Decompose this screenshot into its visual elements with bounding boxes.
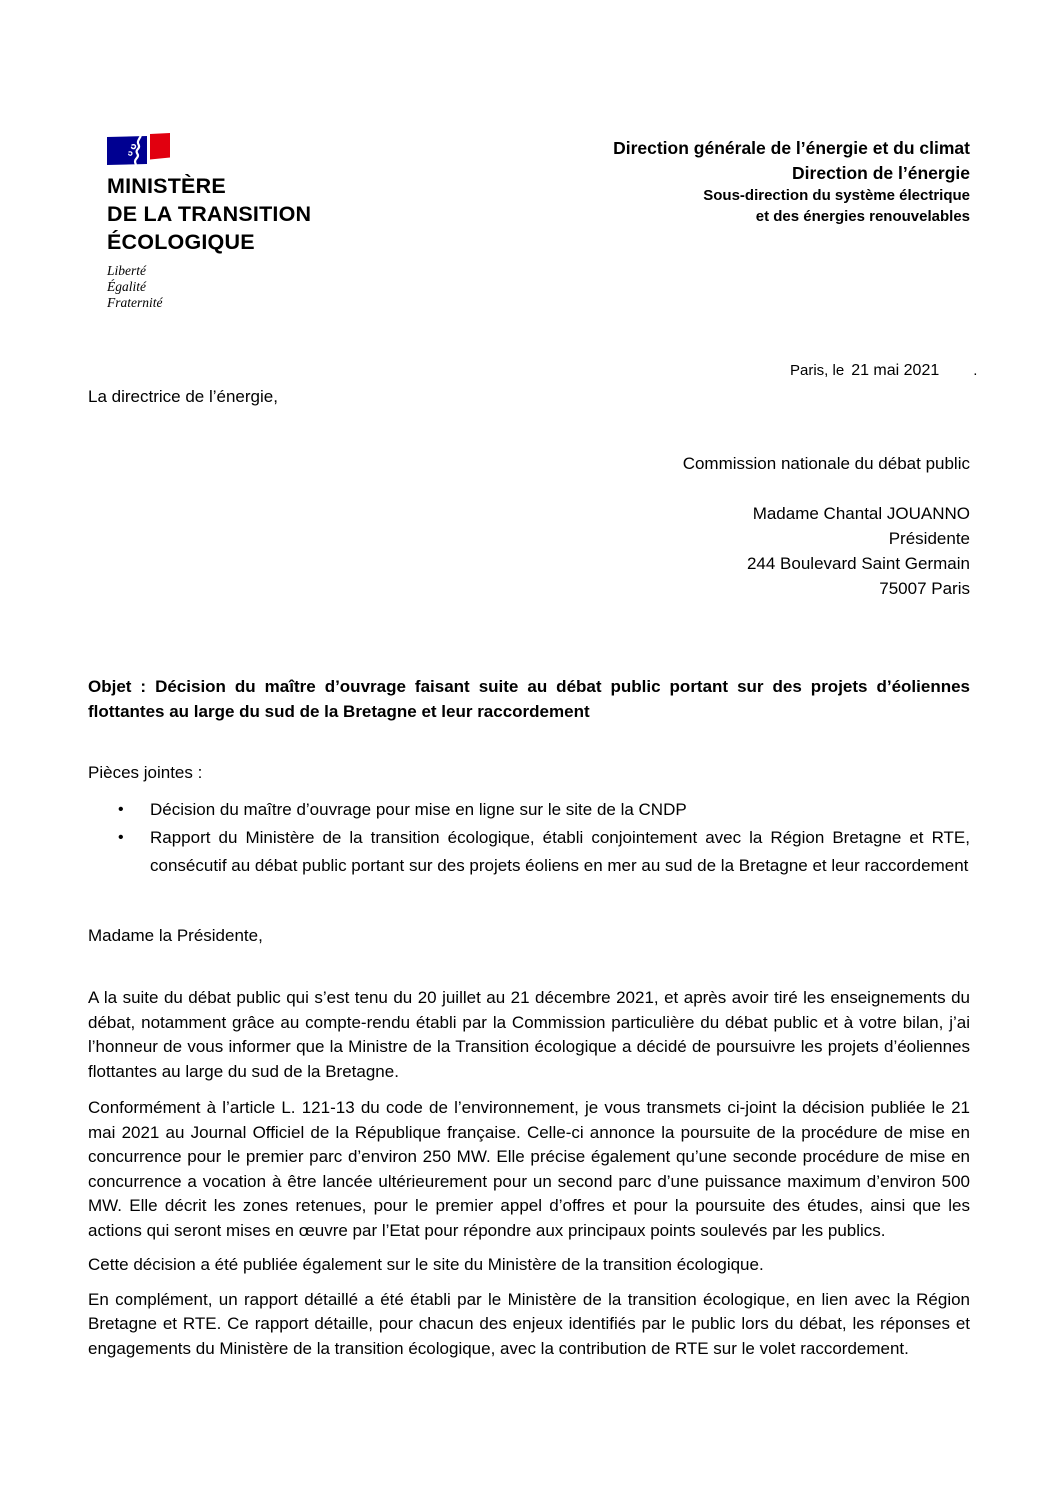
recipient-address1: 244 Boulevard Saint Germain <box>746 554 970 573</box>
body-paragraph-4: En complément, un rapport détaillé a été établi par le Ministère de la transition écologique, en lien avec la Région Bretagne et RTE. Ce rapport détaille, pour chacun des enjeux identifiés par le public lors du débat, les réponses et engagements du Ministère de la transition écologique, avec la contribution de RTE sur le volet raccordement. <box>88 1289 970 1358</box>
letter-body <box>88 986 970 1373</box>
republic-motto <box>107 263 311 311</box>
recipient-address2: 75007 Paris <box>879 579 970 598</box>
ministry-name-line2: DE LA TRANSITION <box>107 202 312 226</box>
motto-egalite: Égalité <box>107 279 146 294</box>
dateline <box>790 362 977 380</box>
recipient-organization: Commission nationale du débat public <box>682 454 970 473</box>
directorate-line2: Direction de l’énergie <box>792 163 970 183</box>
body-paragraph-2: Conformément à l’article L. 121-13 du code de l’environnement, je vous transmets ci-joint la décision publiée le 21 mai 2021 au Journal Officiel de la République française. Celle-ci annonce la poursuite de la procédure de mise en concurrence pour le premier parc d’environ 250 MW. Elle précise également qu’une seconde procédure de mise en concurrence a vocation à être lancée ultérieurement pour un second parc d’une puissance maximum d’environ 500 MW. Elle décrit les zones retenues, pour le premier appel d’offres et pour la poursuite des études, ainsi que les actions qui seront mises en œuvre par l’Etat pour répondre aux principaux points soulevés par les publics. <box>88 1098 970 1240</box>
issuing-directorate <box>613 136 970 227</box>
body-paragraph-3: Cette décision a été publiée également sur le site du Ministère de la transition écologique. <box>88 1255 764 1274</box>
recipient-title: Présidente <box>888 529 970 548</box>
directorate-line4: et des énergies renouvelables <box>755 207 970 225</box>
body-paragraph-1: A la suite du débat public qui s’est tenu du 20 juillet au 21 décembre 2021, et après avoir tiré les enseignements du débat, notamment grâce au compte-rendu établi par la Commission particulière du débat public et à votre bilan, j’ai l’honneur de vous informer que la Ministre de la Transition écologique a décidé de poursuivre les projets d’éoliennes flottantes au large du sud de la Bretagne. <box>88 988 970 1081</box>
salutation-line: Madame la Présidente, <box>88 926 263 945</box>
dateline-place: Paris, le <box>790 362 845 379</box>
motto-liberte: Liberté <box>107 263 146 278</box>
attachment-item: • Décision du maître d’ouvrage pour mise en ligne sur le site de la CNDP <box>150 796 970 824</box>
directorate-line1: Direction générale de l’énergie et du climat <box>613 138 970 158</box>
attachment-item: • Rapport du Ministère de la transition écologique, établi conjointement avec la Région Bretagne et RTE, consécutif au débat public portant sur des projets éoliens en mer au sud de la Bretagne et leur raccordement <box>150 824 970 880</box>
attachments-list <box>88 796 970 880</box>
attachments-label: Pièces jointes : <box>88 763 203 782</box>
ministry-name <box>107 172 311 256</box>
dateline-period: . <box>973 362 978 379</box>
sender-line: La directrice de l’énergie, <box>88 387 278 406</box>
dateline-date: 21 mai 2021 <box>851 362 940 379</box>
recipient-block <box>683 451 970 601</box>
directorate-line3: Sous-direction du système électrique <box>703 187 970 204</box>
subject-line: Objet : Décision du maître d’ouvrage faisant suite au débat public portant sur des projets d’éoliennes flottantes au large du sud de la Bretagne et leur raccordement <box>88 677 970 721</box>
motto-fraternite: Fraternité <box>107 295 163 310</box>
letterhead <box>107 133 311 311</box>
recipient-name: Madame Chantal JOUANNO <box>752 504 970 523</box>
french-flag-logo <box>107 133 170 165</box>
ministry-name-line1: MINISTÈRE <box>107 174 226 198</box>
attachments-section <box>88 761 970 880</box>
ministry-name-line3: ÉCOLOGIQUE <box>107 230 255 254</box>
